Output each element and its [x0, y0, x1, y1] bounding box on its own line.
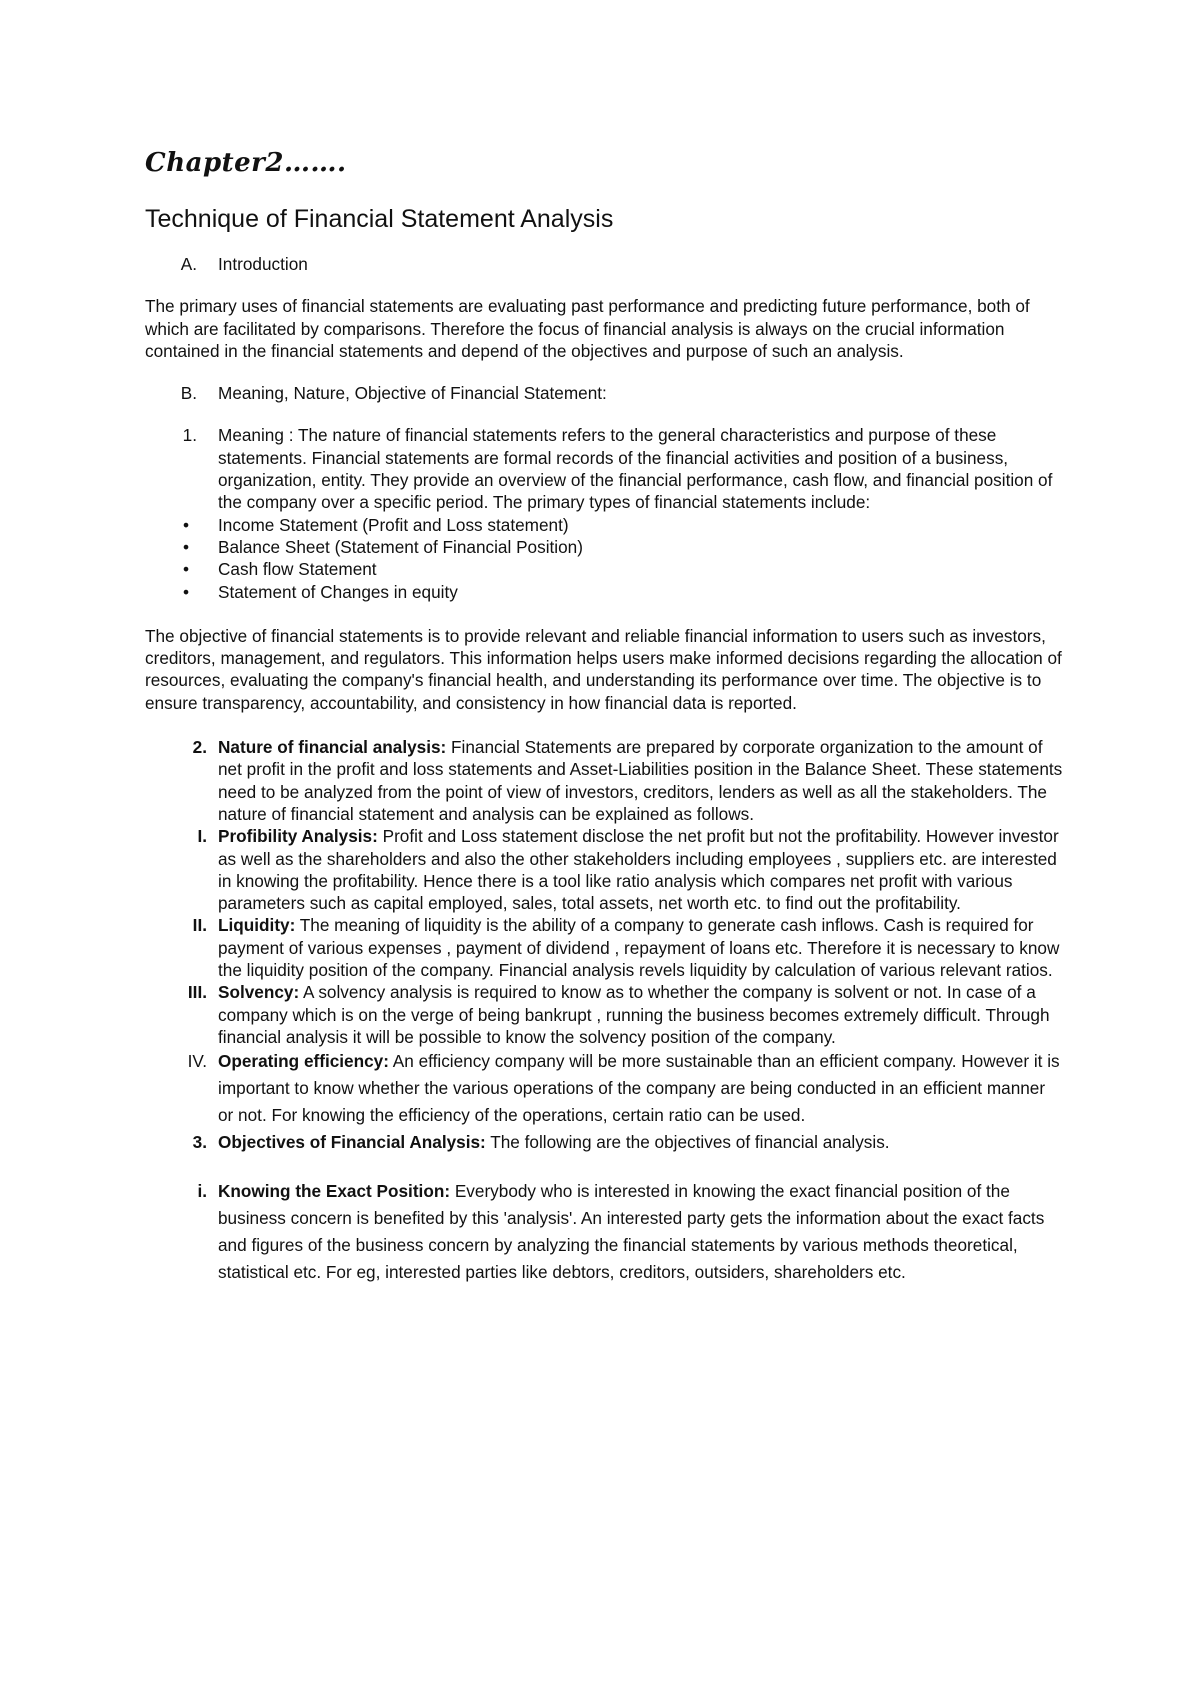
document-body [145, 253, 1065, 1286]
nature-item [145, 736, 1065, 825]
list-item [145, 581, 1065, 603]
objectives-item [145, 1129, 1065, 1156]
objectives-label: Objectives of Financial Analysis: [218, 1132, 486, 1153]
list-item [145, 514, 1065, 536]
item-text: A solvency analysis is required to know as to whether the company is solvent or not. In case of a company which is on the verge of being bankrupt , running the business becomes extremely difficult. Through financial analysis it will be possible to know the solvency position of the company. [218, 982, 1050, 1047]
bullet-icon: • [183, 514, 190, 535]
operating-efficiency-item [145, 1048, 1065, 1129]
item-text: The meaning of liquidity is the ability of a company to generate cash inflows. Cash is required for payment of various expenses , payment of dividend , repayment of loans etc. Therefore it is necessary to know the liquidity position of the company. Financial analysis revels liquidity by calculation of various relevant ratios. [218, 915, 1060, 981]
objectives-marker: 3. [192, 1132, 207, 1153]
item-text: Everybody who is interested in knowing the exact financial position of the business concern is benefited by this 'analysis'. An interested party gets the information about the exact facts and figures of the business concern by analyzing the financial statements by various methods theoretical, statistical etc. For eg, interested parties like debtors, creditors, outsiders, shareholders etc. [218, 1181, 1045, 1283]
statement-types-list [145, 514, 1065, 603]
roman-marker: i. [197, 1181, 207, 1202]
item-label: Solvency: [218, 982, 300, 1003]
section-a-marker: A. [180, 254, 197, 274]
intro-paragraph: The primary uses of financial statements are evaluating past performance and predicting future performance, both of which are facilitated by comparisons. Therefore the focus of financial analysis is always on the crucial information contained in the financial statements and depend of the objectives and purpose of such an analysis. [145, 296, 1030, 361]
roman-marker: III. [187, 982, 207, 1003]
nature-label: Nature of financial analysis: [218, 737, 447, 758]
item-label: Profibility Analysis: [218, 826, 378, 847]
bullet-icon: • [183, 559, 190, 580]
liquidity-item [145, 914, 1065, 981]
item-label: Knowing the Exact Position: [218, 1181, 451, 1202]
list-item [145, 558, 1065, 580]
meaning-marker: 1. [182, 425, 197, 446]
nature-marker: 2. [192, 737, 207, 758]
section-b-marker: B. [180, 383, 197, 404]
section-b-title: Meaning, Nature, Objective of Financial Statement: [218, 383, 607, 404]
list-item-text: Statement of Changes in equity [218, 581, 458, 602]
objective-paragraph: The objective of financial statements is to provide relevant and reliable financial information to users such as investors, creditors, management, and regulators. This information helps users make informed decisions regarding the allocation of resources, evaluating the company's financial health, and understanding its performance over time. The objective is to ensure transparency, accountability, and consistency in how financial data is reported. [145, 625, 1062, 713]
meaning-text: Meaning : The nature of financial statements refers to the general characteristics and purpose of these statements. Financial statements are formal records of the financial activities and position of a business, organization, entity. They provide an overview of the financial performance, cash flow, and financial position of the company over a specific period. The primary types of financial statements include: [218, 425, 1053, 513]
list-item [145, 536, 1065, 558]
bullet-icon: • [183, 536, 190, 557]
page-title: Technique of Financial Statement Analysis [145, 205, 614, 233]
section-a-title: Introduction [218, 254, 308, 274]
list-item-text: Cash flow Statement [218, 559, 377, 580]
chapter-heading: Chapter2……. [145, 148, 347, 178]
roman-marker: II. [192, 915, 207, 936]
objectives-text: The following are the objectives of financial analysis. [485, 1132, 890, 1153]
bullet-icon: • [183, 581, 190, 602]
section-b-heading [145, 382, 1065, 404]
section-a-heading [145, 253, 1065, 275]
list-item-text: Balance Sheet (Statement of Financial Position) [218, 536, 583, 557]
list-item-text: Income Statement (Profit and Loss statement) [218, 514, 569, 535]
solvency-item [145, 981, 1065, 1048]
item-text: An efficiency company will be more sustainable than an efficient company. However it is important to know whether the various operations of the company are being conducted in an efficient manner or not. For knowing the efficiency of the operations, certain ratio can be used. [218, 1051, 1060, 1126]
item-label: Operating efficiency: [218, 1051, 389, 1072]
exact-position-item [145, 1178, 1065, 1286]
meaning-item [145, 424, 1065, 513]
item-label: Liquidity: [218, 915, 296, 936]
item-text: Profit and Loss statement disclose the net profit but not the profitability. However investor as well as the shareholders and also the other stakeholders including employees , suppliers etc. are interested in knowing the profitability. Hence there is a tool like ratio analysis which compares net profit with various parameters such as capital employed, sales, total assets, net worth etc. to find out the profitability. [218, 826, 1059, 914]
nature-text: Financial Statements are prepared by corporate organization to the amount of net profit in the profit and loss statements and Asset-Liabilities position in the Balance Sheet. These statements need to be analyzed from the point of view of investors, creditors, lenders as well as all the stakeholders. The nature of financial statement and analysis can be explained as follows. [218, 737, 1063, 824]
roman-marker: IV. [187, 1051, 207, 1072]
roman-marker: I. [197, 826, 207, 847]
profitability-item [145, 825, 1065, 914]
